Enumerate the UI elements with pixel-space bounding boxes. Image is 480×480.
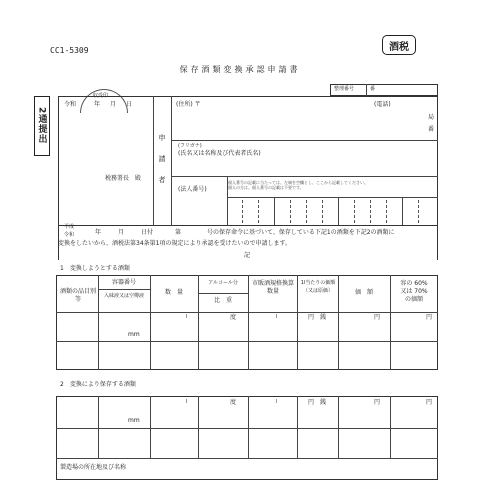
unit-yen-sen-2: 円 銭 — [308, 399, 327, 406]
unit-yen-1: 円 — [374, 314, 381, 321]
section2-title: 2 変換により保存する酒類 — [60, 381, 136, 388]
phone-field[interactable] — [374, 110, 424, 136]
reference-number-label: 整理番号 — [334, 86, 355, 92]
statement-year-unit: 年 — [95, 229, 102, 236]
statement-era-1: 平成 — [64, 224, 75, 230]
unit-yen-2: 円 — [374, 399, 381, 406]
factory-location-label: 製造場の所在地及び名称 — [60, 464, 127, 471]
date-month-unit: 月 — [110, 101, 117, 108]
header-gravity: 比 重 — [213, 297, 232, 304]
date-year-unit: 年 — [94, 101, 101, 108]
unit-l-1b: l — [276, 314, 278, 320]
unit-degree-2: 度 — [230, 399, 237, 406]
unit-l-2b: l — [276, 399, 278, 405]
header-alcohol: アルコール分 — [208, 280, 238, 286]
statement-number-prefix: 第 — [175, 229, 182, 236]
phone-number-label: 番 — [428, 126, 435, 133]
header-market-quantity: 市販酒規格換算数量 — [251, 280, 294, 296]
unit-mm-1: mm — [128, 331, 140, 338]
tax-type-badge: 酒税 — [382, 35, 416, 55]
name-label: (氏名又は名称及び代表者氏名) — [178, 150, 261, 157]
header-quantity: 数 量 — [164, 289, 183, 296]
statement-line2: 変換をしたいから、酒税法第34条第1項の規定により承認を受けたいので申請します。 — [58, 240, 291, 247]
address-label: (住所) 〒 — [176, 101, 201, 108]
header-container-sub: 入味液又は空樽液 — [103, 293, 144, 299]
form-title: 保存酒類変換承認申請書 — [179, 65, 301, 74]
reference-number-suffix: 番 — [370, 86, 376, 92]
header-percent-line1: 容の 60% — [400, 280, 428, 287]
reference-number-field[interactable] — [376, 85, 436, 95]
corporate-number-grid[interactable] — [228, 198, 438, 225]
form-code: CC1-5309 — [50, 46, 89, 55]
header-kind: 酒類の品目別等 — [59, 288, 96, 304]
corporate-number-note — [228, 180, 432, 190]
section1-title: 1 変換しようとする酒類 — [60, 265, 130, 272]
corporate-number-label: (法人番号) — [178, 186, 207, 193]
statement-era-2: 令和 — [64, 232, 75, 238]
statement-day-unit: 日付 — [141, 229, 154, 236]
unit-yen-1b: 円 — [426, 314, 433, 321]
address-field[interactable] — [180, 110, 370, 136]
furigana-label: (フリガナ) — [178, 143, 202, 149]
factory-location-field[interactable] — [150, 460, 436, 478]
application-date-field[interactable] — [78, 100, 138, 110]
header-container: 容器番号 — [111, 279, 136, 286]
submission-copies-badge: 2通提出 — [34, 96, 50, 156]
unit-l-1: l — [186, 314, 188, 320]
unit-yen-sen-1: 円 銭 — [308, 314, 327, 321]
statement-month-unit: 月 — [118, 229, 125, 236]
unit-degree-1: 度 — [230, 314, 237, 321]
name-field[interactable] — [180, 160, 430, 174]
date-day-unit: 日 — [126, 101, 133, 108]
phone-label: (電話) — [374, 101, 391, 108]
applicant-label: 申請者 — [158, 134, 166, 197]
header-percent-line2: 又は 70% — [400, 287, 428, 295]
section2-entry-rows[interactable] — [57, 397, 437, 457]
corporate-number-note-line2: 個人の方は、個人番号の記載は不要です。 — [228, 185, 304, 191]
date-era: 令和 — [64, 101, 77, 108]
statement-line1-text: 号の保存命令に基づいて、保存している下記1の酒類を下記2の酒類に — [207, 229, 395, 236]
addressee: 税務署長 殿 — [105, 175, 142, 182]
unit-mm-2: mm — [128, 417, 140, 424]
corporate-number-note-line1: 個人番号の記載に当たっては、左端を空欄とし、ここから記載してください。 — [228, 180, 368, 185]
ki-heading: 記 — [244, 252, 251, 259]
header-percent-value — [390, 280, 438, 303]
unit-l-2: l — [186, 399, 188, 405]
header-unit-price: 1l当たりの価額（又は原価） — [300, 280, 336, 294]
header-value: 価 額 — [354, 289, 373, 296]
section1-entry-rows[interactable] — [57, 313, 437, 369]
header-percent-line3: の価額 — [404, 295, 423, 303]
unit-yen-2b: 円 — [426, 399, 433, 406]
receipt-stamp-label: 収受印 — [93, 93, 109, 99]
order-date-number-field[interactable] — [78, 228, 206, 238]
phone-bureau-label: 局 — [428, 114, 435, 121]
